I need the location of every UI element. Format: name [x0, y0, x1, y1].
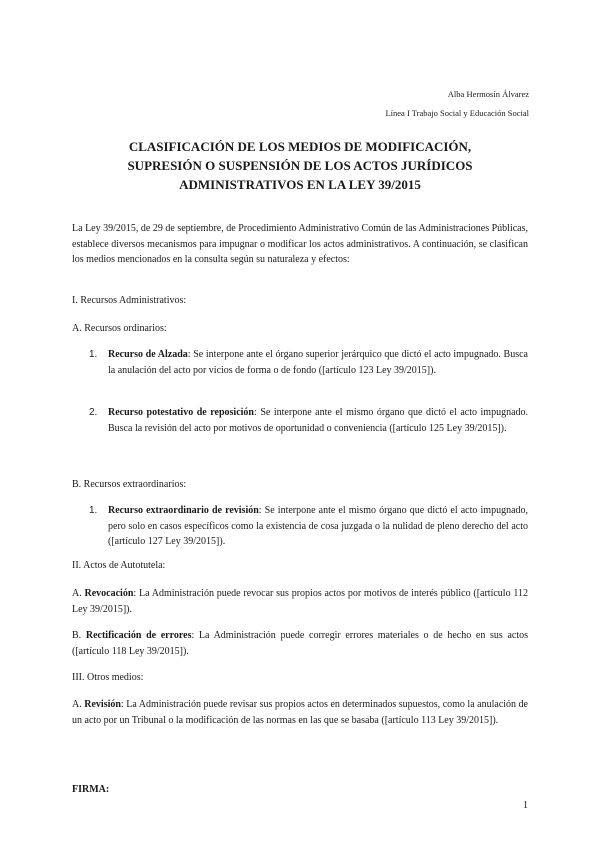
term-rectificacion: Rectificación de errores — [85, 630, 192, 641]
desc-revocacion: : La Administración puede revocar sus propios actos por motivos de interés público ([artículo 112 Ley 39/2015]). — [72, 588, 528, 615]
subsection-a-heading: A. Recursos ordinarios: — [72, 323, 167, 334]
title-line-2: SUPRESIÓN O SUSPENSIÓN DE LOS ACTOS JURÍDICOS — [127, 158, 473, 173]
intro-paragraph: La Ley 39/2015, de 29 de septiembre, de Procedimiento Administrativo Común de las Administraciones Públicas, establece diversos mecanismos para impugnar o modificar los actos administrativos. A continuación, se clasifican los medios mencionados en la consulta según su naturaleza y efectos: — [72, 223, 528, 265]
item-revision — [72, 697, 528, 728]
signature-label: FIRMA: — [72, 784, 110, 795]
author-name: Alba Hermosín Álvarez — [447, 89, 529, 99]
page-number: 1 — [523, 800, 528, 811]
list-item-revision-extraordinaria — [108, 503, 528, 550]
list-item-alzada — [108, 347, 528, 378]
term-revision: Revisión — [84, 699, 121, 710]
item-prefix: B. — [72, 630, 86, 641]
term-reposicion: Recurso potestativo de reposición — [108, 407, 254, 418]
author-line: Línea I Trabajo Social y Educación Social — [385, 108, 529, 118]
section-3-heading: III. Otros medios: — [72, 672, 144, 683]
term-alzada: Recurso de Alzada — [108, 349, 188, 360]
desc-reposicion: : Se interpone ante el mismo órgano que dictó el acto impugnado. Busca la revisión del acto por motivos de oportunidad o conveniencia ([artículo 125 Ley 39/2015]). — [108, 407, 529, 434]
item-revocacion — [72, 586, 528, 617]
desc-alzada: : Se interpone ante el órgano superior jerárquico que dictó el acto impugnado. Busca la anulación del acto por vicios de forma o de fondo ([artículo 123 Ley 39/2015]). — [108, 349, 528, 376]
desc-revision-extraordinaria: : Se interpone ante el mismo órgano que dictó el acto impugnado, pero solo en casos específicos como la existencia de cosa juzgada o la nulidad de pleno derecho del acto ([artículo 127 Ley 39/2015]). — [108, 505, 529, 547]
title-line-1: CLASIFICACIÓN DE LOS MEDIOS DE MODIFICACIÓN, — [128, 139, 472, 154]
subsection-b-heading: B. Recursos extraordinarios: — [72, 479, 187, 490]
item-prefix: A. — [72, 699, 85, 710]
list-item-reposicion — [108, 405, 528, 436]
document-title — [100, 137, 500, 194]
desc-rectificacion: : La Administración puede corregir errores materiales o de hecho en sus actos ([artículo 118 Ley 39/2015]). — [72, 630, 528, 657]
section-2-heading: II. Actos de Autotutela: — [72, 560, 166, 571]
title-line-3: ADMINISTRATIVOS EN LA LEY 39/2015 — [179, 177, 421, 192]
item-rectificacion — [72, 628, 528, 659]
term-revocacion: Revocación — [84, 588, 134, 599]
section-1-heading: I. Recursos Administrativos: — [72, 295, 187, 306]
desc-revision: : La Administración puede revisar sus propios actos en determinados supuestos, como la anulación de un acto por un Tribunal o la modificación de las normas en las que se basaba ([artículo 113 Ley 39/2015]). — [72, 699, 528, 726]
term-revision-extraordinaria: Recurso extraordinario de revisión — [108, 505, 259, 516]
item-prefix: A. — [72, 588, 85, 599]
list-number: 2. — [89, 407, 98, 418]
list-number: 1. — [89, 505, 98, 516]
document-header — [385, 85, 529, 123]
list-number: 1. — [89, 349, 98, 360]
